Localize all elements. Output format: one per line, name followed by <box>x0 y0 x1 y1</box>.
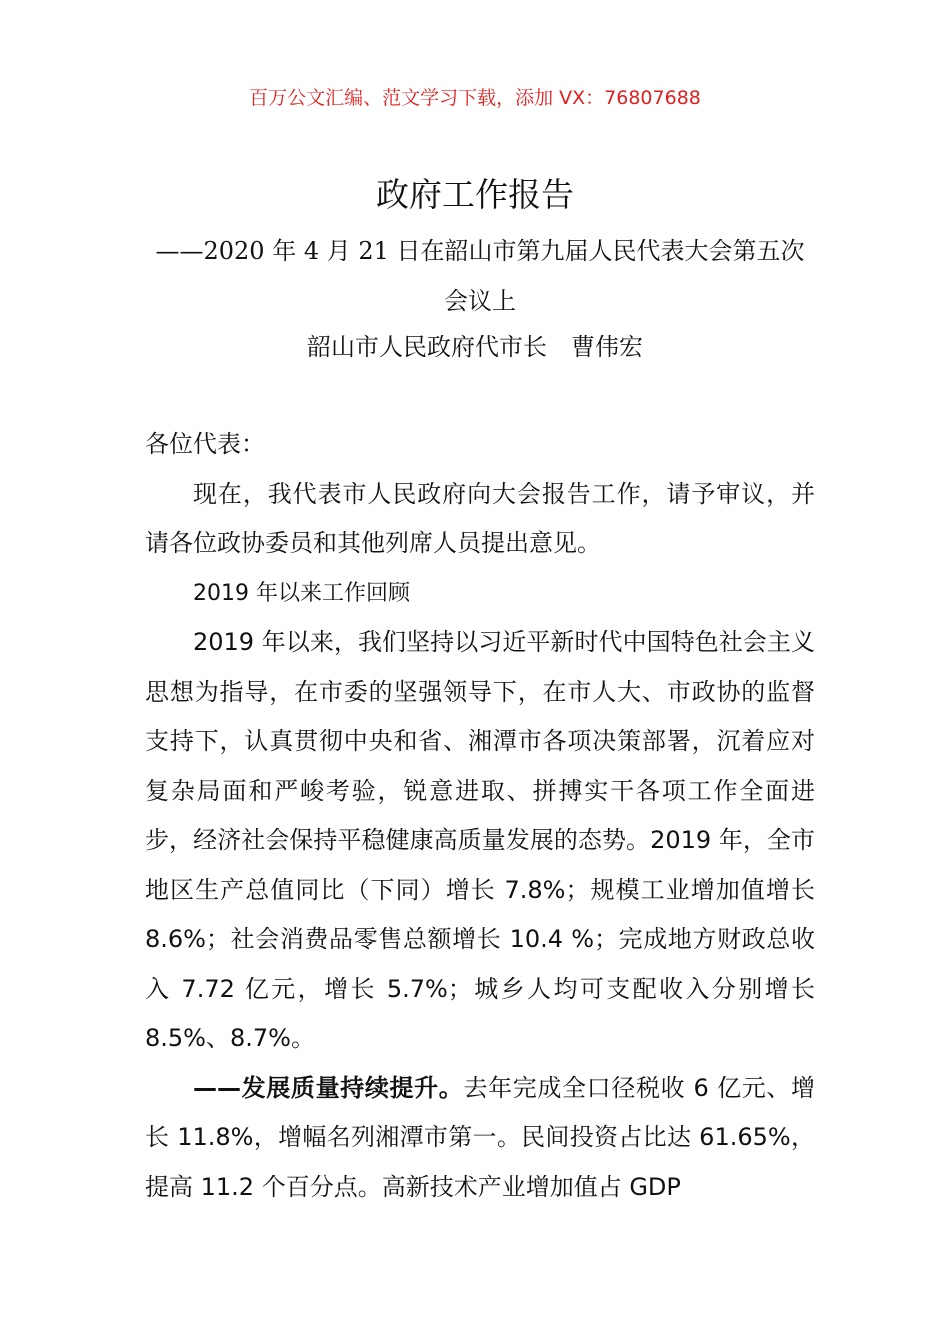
section-heading: 2019 年以来工作回顾 <box>193 580 410 606</box>
greeting: 各位代表： <box>145 430 265 458</box>
watermark-text: 百万公文汇编、范文学习下载，添加 VX：76807688 <box>249 87 701 109</box>
document-subtitle: ——2020 年 4 月 21 日在韶山市第九届人民代表大会第五次会议上 <box>155 237 805 315</box>
document-title: 政府工作报告 <box>376 175 574 214</box>
paragraph-review: 2019 年以来，我们坚持以习近平新时代中国特色社会主义思想为指导，在市委的坚强领导下，在市人大、市政协的监督支持下，认真贯彻中央和省、湘潭市各项决策部署，沉着应对复杂局面和严峻考验，锐意进取、拼搏实干各项工作全面进步，经济社会保持平稳健康高质量发展的态势。2019 年，全市地区生产总值同比（下同）增长 7.8%；规模工业增加值增长 8.6%；社会消费品零售总额增长 10.4 %；完成地方财政总收入 7.72 亿元，增长 5.7%；城乡人均可支配收入分别增长 8.5%、8.7%。 <box>145 628 815 1052</box>
document-author: 韶山市人民政府代市长 曹伟宏 <box>307 333 643 361</box>
paragraph-quality-heading: ——发展质量持续提升。 <box>193 1073 464 1102</box>
paragraph-intro: 现在，我代表市人民政府向大会报告工作，请予审议，并请各位政协委员和其他列席人员提出意见。 <box>145 479 815 557</box>
document-body <box>145 420 815 1212</box>
paragraph-quality <box>145 1064 815 1213</box>
paragraph-quality-text: 去年完成全口径税收 6 亿元、增长 11.8%，增幅名列湘潭市第一。民间投资占比达 61.65%，提高 11.2 个百分点。高新技术产业增加值占 GDP <box>145 1073 816 1201</box>
